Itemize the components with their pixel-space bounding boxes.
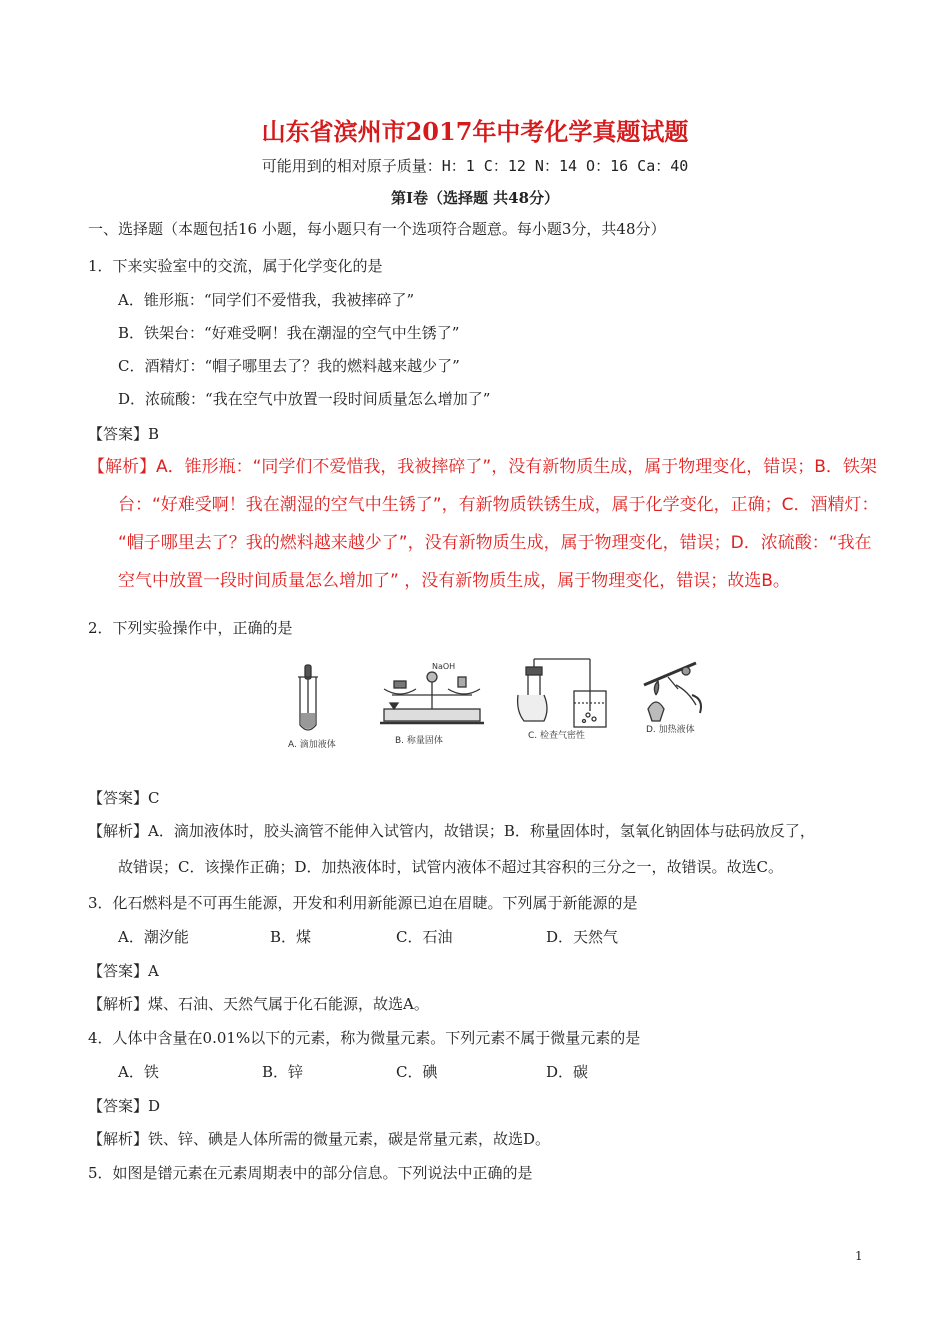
caption-d: D. 加热液体: [646, 725, 695, 735]
q4-analysis: 【解析】铁、锌、碘是人体所需的微量元素，碳是常量元素，故选D。: [88, 1130, 551, 1148]
section-intro: 一、选择题（本题包括16 小题，每小题只有一个选项符合题意。每小题3分，共48分）: [88, 220, 666, 238]
dropper-test-tube-icon: [298, 665, 318, 730]
q3-option-a: A．潮汐能: [118, 928, 189, 946]
q2-analysis-line-1: 【解析】A．滴加液体时，胶头滴管不能伸入试管内，故错误；B．称量固体时，氢氧化钠固体与砝码放反了，: [88, 822, 815, 840]
caption-a: A. 滴加液体: [288, 740, 336, 750]
q1-stem: 1．下来实验室中的交流，属于化学变化的是: [88, 257, 383, 275]
caption-c: C. 检查气密性: [528, 731, 586, 741]
page-title: 山东省滨州市2017年中考化学真题试题: [261, 117, 689, 146]
q2-stem: 2．下列实验操作中，正确的是: [88, 619, 293, 637]
q3-option-d: D．天然气: [546, 928, 619, 946]
q1-option-b: B．铁架台：“好难受啊！我在潮湿的空气中生锈了”: [118, 324, 460, 342]
lab-operations-figure: [272, 655, 722, 755]
q3-option-b: B．煤: [270, 928, 312, 946]
q1-option-d: D．浓硫酸：“我在空气中放置一段时间质量怎么增加了”: [118, 390, 491, 408]
page-number: 1: [855, 1249, 863, 1263]
airtightness-check-icon: [518, 659, 606, 727]
q2-answer: 【答案】C: [88, 789, 160, 807]
heating-liquid-icon: [644, 663, 701, 721]
q2-analysis-line-2: 故错误；C．该操作正确；D．加热液体时，试管内液体不超过其容积的三分之一，故错误。故选C。: [118, 858, 783, 876]
q1-option-c: C．酒精灯：“帽子哪里去了？我的燃料越来越少了”: [118, 357, 460, 375]
q1-answer: 【答案】B: [88, 425, 160, 443]
q3-answer: 【答案】A: [88, 962, 159, 980]
q3-analysis: 【解析】煤、石油、天然气属于化石能源，故选A。: [88, 995, 429, 1013]
lab-operations-illustration: [272, 655, 722, 755]
q4-option-b: B．锌: [262, 1063, 304, 1081]
q1-analysis-line-1: 【解析】A．锥形瓶：“同学们不爱惜我，我被摔碎了”，没有新物质生成，属于物理变化，错误；B．铁架: [88, 457, 877, 477]
caption-b: B. 称量固体: [395, 736, 443, 746]
q4-option-c: C．碘: [396, 1063, 438, 1081]
q1-analysis-line-2: 台：“好难受啊！我在潮湿的空气中生锈了”，有新物质铁锈生成，属于化学变化，正确；C．酒精灯：: [118, 495, 879, 515]
q4-option-d: D．碳: [546, 1063, 589, 1081]
q1-analysis-line-4: 空气中放置一段时间质量怎么增加了” ，没有新物质生成，属于物理变化，错误；故选B。: [118, 571, 790, 591]
q1-analysis-line-3: “帽子哪里去了？我的燃料越来越少了”，没有新物质生成，属于物理变化，错误；D．浓硫酸：“我在: [118, 533, 872, 553]
naoh-label: NaOH: [432, 662, 456, 671]
q1-option-a: A．锥形瓶：“同学们不爱惜我，我被摔碎了”: [118, 291, 415, 309]
balance-icon: [380, 662, 484, 723]
q3-stem: 3．化石燃料是不可再生能源，开发和利用新能源已迫在眉睫。下列属于新能源的是: [88, 894, 638, 912]
q3-option-c: C．石油: [396, 928, 453, 946]
q4-answer: 【答案】D: [88, 1097, 161, 1115]
q5-stem: 5．如图是镨元素在元素周期表中的部分信息。下列说法中正确的是: [88, 1164, 533, 1182]
atomic-masses: 可能用到的相对原子质量：H：1 C：12 N：14 O：16 Ca：40: [261, 157, 689, 175]
q4-option-a: A．铁: [118, 1063, 159, 1081]
q4-stem: 4．人体中含量在0.01%以下的元素，称为微量元素。下列元素不属于微量元素的是: [88, 1029, 641, 1047]
section-title: 第Ⅰ卷（选择题 共48分）: [390, 189, 560, 207]
